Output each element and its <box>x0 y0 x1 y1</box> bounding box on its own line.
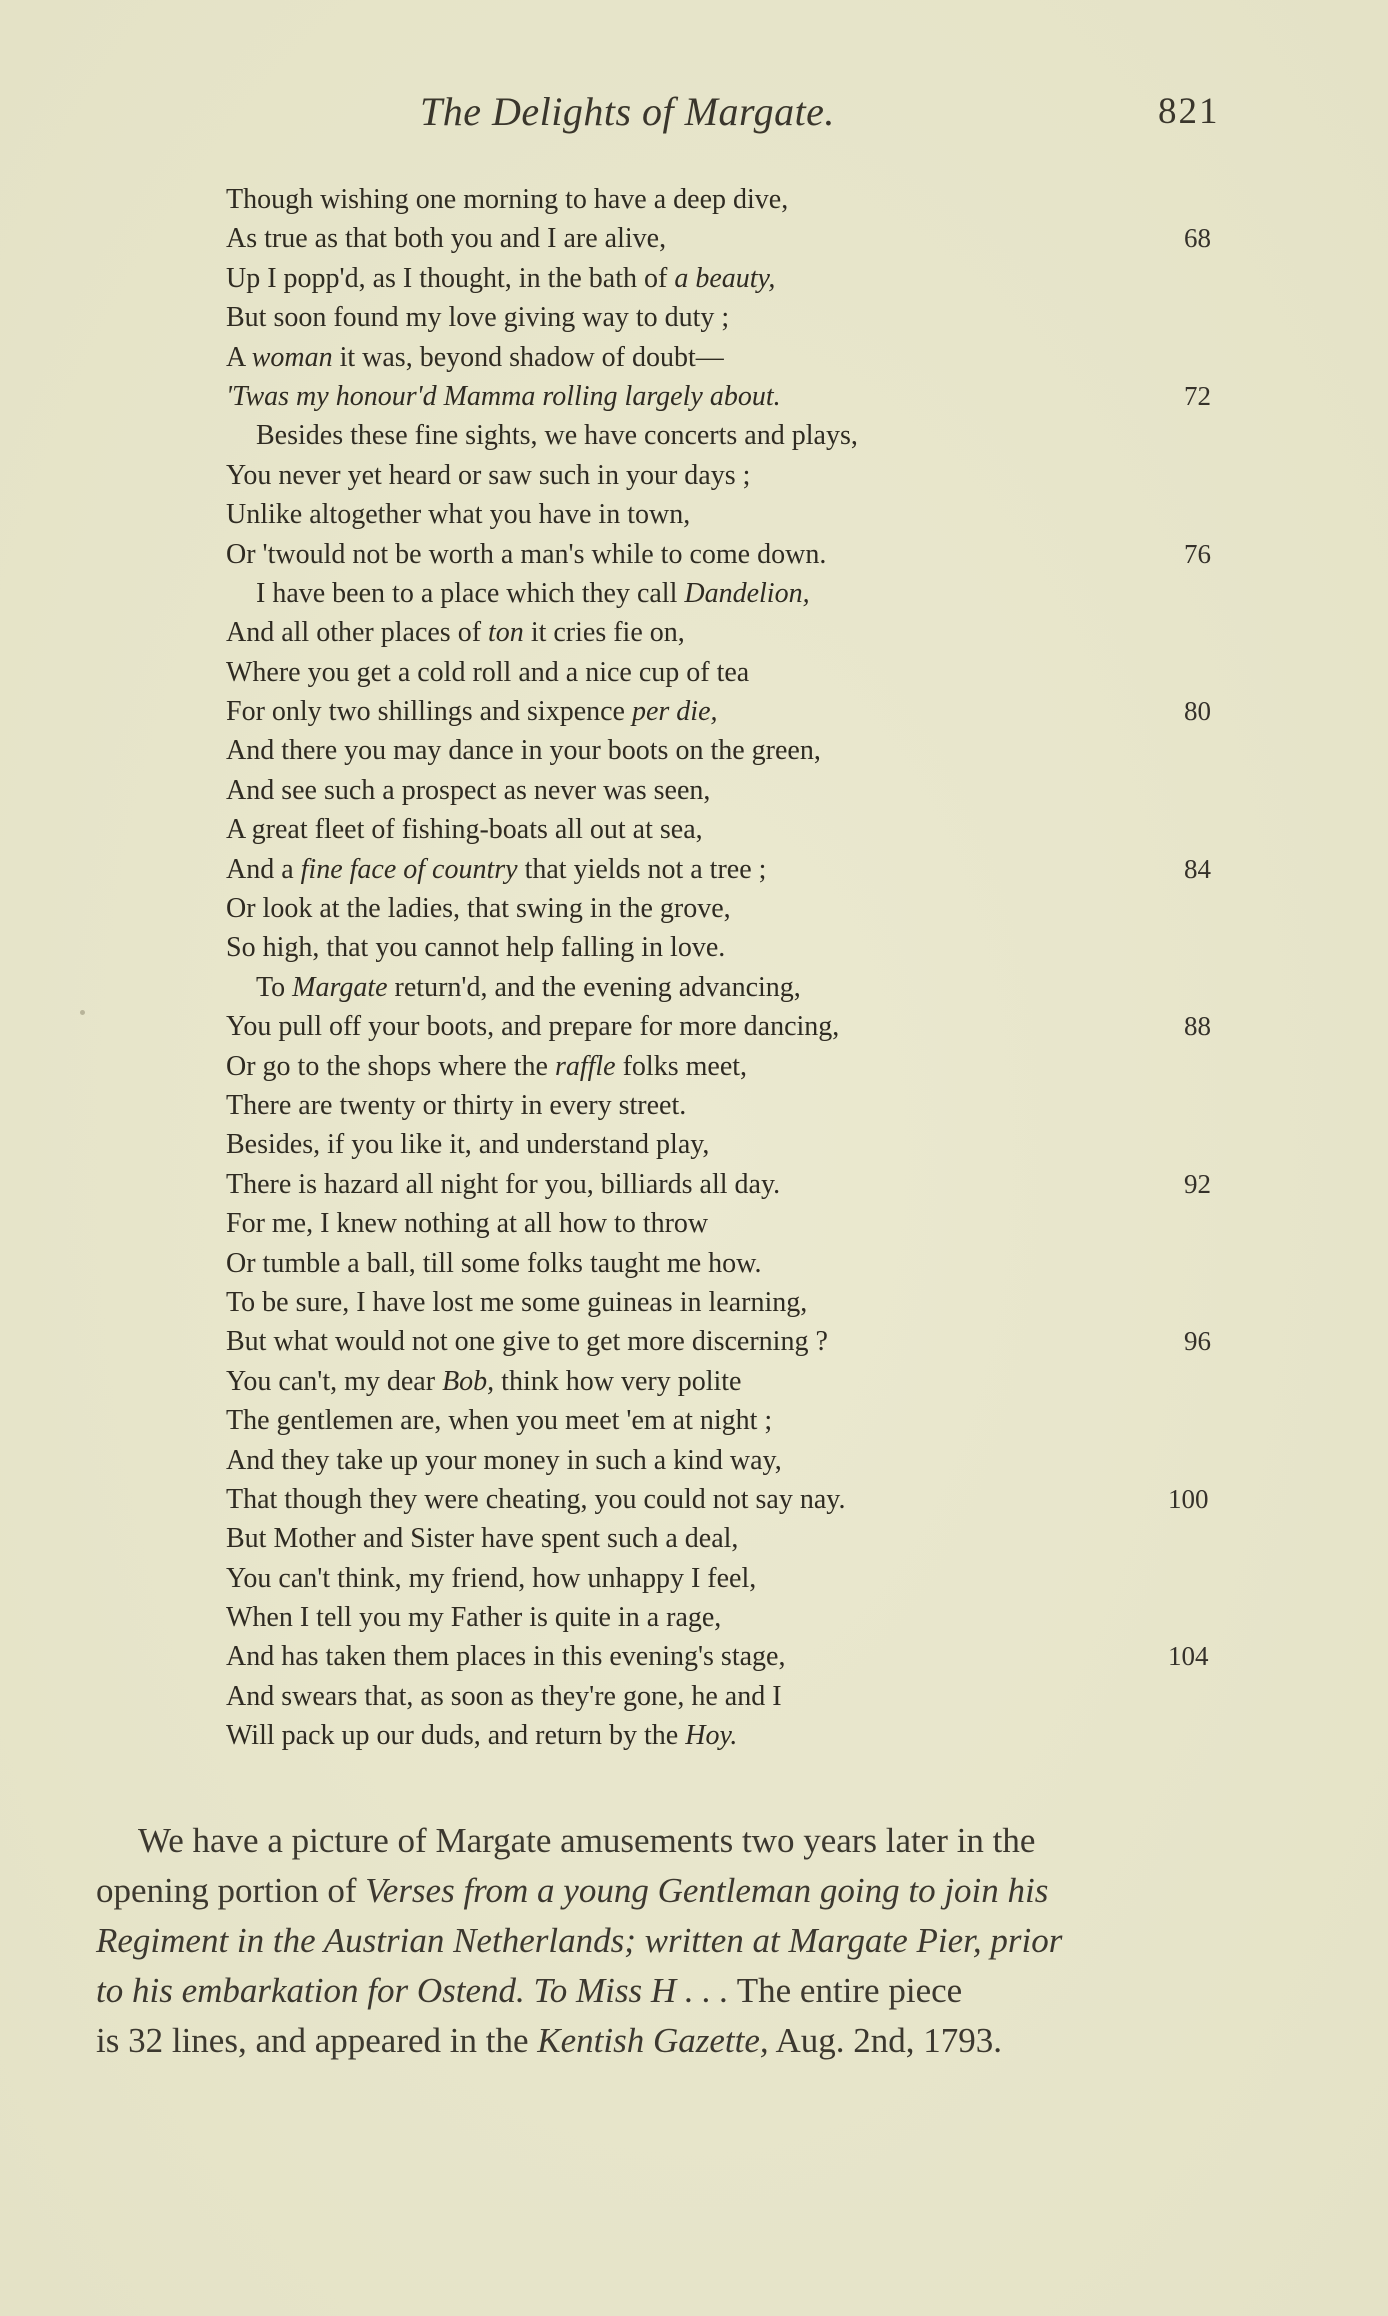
italic-phrase: fine face of country <box>300 853 518 885</box>
poem-line <box>0 180 1388 219</box>
poem-line <box>0 1441 1388 1480</box>
italic-title: Verses from a young Gentleman going to join his <box>365 1871 1049 1910</box>
poem-line <box>0 1007 1388 1046</box>
text-run: You never yet heard or saw such in your days ; <box>226 459 751 491</box>
text-run: And has taken them places in this evening's stage, <box>226 1641 786 1673</box>
poem-line <box>0 1283 1388 1322</box>
commentary-line <box>96 1866 1226 1916</box>
line-number: 104 <box>1168 1641 1209 1672</box>
poem-line <box>0 1125 1388 1164</box>
text-run: think how very polite <box>494 1365 742 1397</box>
poem-line <box>0 1244 1388 1283</box>
poem-line <box>0 1204 1388 1243</box>
text-run: Or 'twould not be worth a man's while to come down. <box>226 538 827 570</box>
commentary-line <box>96 1966 1226 2016</box>
text-run: The entire piece <box>728 1971 963 2010</box>
italic-title: to his embarkation for Ostend. To Miss H . . . <box>96 1971 729 2010</box>
poem-line-text <box>226 1598 721 1637</box>
text-run: A <box>226 341 252 373</box>
text-run: Up I popp'd, as I thought, in the bath of <box>226 262 675 294</box>
poem-line <box>0 692 1388 731</box>
poem-line <box>0 1559 1388 1598</box>
text-run: is 32 lines, and appeared in the <box>96 2021 538 2060</box>
text-run: it was, beyond shadow of doubt— <box>332 341 724 373</box>
line-number: 96 <box>1184 1326 1211 1357</box>
poem-line <box>0 1677 1388 1716</box>
text-run: But what would not one give to get more discerning ? <box>226 1326 828 1358</box>
text-run: When I tell you my Father is quite in a rage, <box>226 1602 722 1634</box>
poem-line <box>0 968 1388 1007</box>
poem-line <box>0 1716 1388 1755</box>
text-run: But Mother and Sister have spent such a deal, <box>226 1523 739 1555</box>
line-number: 84 <box>1184 853 1211 884</box>
running-title: The Delights of Margate. <box>420 89 835 134</box>
poem-line-text <box>226 653 749 692</box>
commentary-line <box>96 2016 1226 2066</box>
text-run: And see such a prospect as never was seen, <box>226 774 711 806</box>
text-run: folks meet, <box>615 1050 748 1082</box>
line-number: 72 <box>1184 380 1211 411</box>
poem-line-text <box>226 1559 756 1598</box>
poem-line-text <box>226 1716 737 1755</box>
poem-line-text <box>226 1519 738 1558</box>
poem-line-text <box>226 1441 782 1480</box>
text-run: But soon found my love giving way to duty ; <box>226 302 730 334</box>
text-run: That though they were cheating, you could not say nay. <box>226 1483 846 1515</box>
running-head <box>0 88 1388 138</box>
text-run: And they take up your money in such a kind way, <box>226 1444 782 1476</box>
poem-line <box>0 1047 1388 1086</box>
poem-line-text <box>226 298 729 337</box>
poem-line-text <box>226 535 826 574</box>
text-run: it cries fie on, <box>523 617 685 649</box>
poem-line-text <box>226 928 725 967</box>
italic-title: Kentish Gazette, <box>537 2021 769 2060</box>
poem-line-text <box>226 1322 828 1361</box>
text-run: Will pack up our duds, and return by the <box>226 1720 686 1752</box>
text-run: Or go to the shops where the <box>226 1050 555 1082</box>
poem-line <box>0 731 1388 770</box>
text-run: As true as that both you and I are alive, <box>226 223 667 255</box>
poem-line-text <box>226 1480 845 1519</box>
italic-phrase: a beauty, <box>674 262 776 294</box>
text-run: And there you may dance in your boots on the green, <box>226 735 821 767</box>
poem-line-text <box>226 1125 709 1164</box>
page-number: 821 <box>1158 91 1220 132</box>
text-run: There is hazard all night for you, billiards all day. <box>226 1168 781 1200</box>
text-run: I have been to a place which they call <box>256 577 685 609</box>
text-run: We have a picture of Margate amusements two years later in the <box>138 1821 1036 1860</box>
poem-line-text <box>226 889 731 928</box>
poem-line-text <box>226 338 724 377</box>
text-run: You can't think, my friend, how unhappy I feel, <box>226 1562 757 1594</box>
italic-phrase: Dandelion, <box>684 577 810 609</box>
poem-line-text <box>226 1047 747 1086</box>
text-run: Where you get a cold roll and a nice cup of tea <box>226 656 750 688</box>
poem-line-text <box>226 731 821 770</box>
italic-phrase: 'Twas my honour'd Mamma rolling largely about. <box>226 380 781 412</box>
poem-line-text <box>226 495 690 534</box>
line-number: 92 <box>1184 1168 1211 1199</box>
poem-line <box>0 1480 1388 1519</box>
poem-line <box>0 850 1388 889</box>
poem-line-text <box>226 771 710 810</box>
poem-line <box>0 416 1388 455</box>
poem-line <box>0 1362 1388 1401</box>
italic-phrase: raffle <box>554 1050 616 1082</box>
poem-line-text <box>226 456 750 495</box>
text-run: return'd, and the evening advancing, <box>387 971 801 1003</box>
poem-line <box>0 889 1388 928</box>
text-run: You pull off your boots, and prepare for more dancing, <box>226 1011 840 1043</box>
poem-line-text <box>226 1677 782 1716</box>
line-number: 68 <box>1184 223 1211 254</box>
poem-line <box>0 1598 1388 1637</box>
poem-line-text <box>226 377 781 416</box>
text-run: opening portion of <box>96 1871 366 1910</box>
text-run: A great fleet of fishing-boats all out at sea, <box>226 814 703 846</box>
text-run: So high, that you cannot help falling in love. <box>226 932 726 964</box>
line-number: 100 <box>1168 1483 1209 1514</box>
poem-line <box>0 574 1388 613</box>
poem-line-text <box>256 968 801 1007</box>
poem-line <box>0 653 1388 692</box>
text-run: Besides these fine sights, we have concerts and plays, <box>256 420 858 452</box>
italic-phrase: Bob, <box>442 1365 495 1397</box>
poem-line-text <box>226 1244 762 1283</box>
line-number: 80 <box>1184 696 1211 727</box>
poem-line-text <box>226 1401 772 1440</box>
poem-line-text <box>226 1637 785 1676</box>
text-run: And all other places of <box>226 617 489 649</box>
poem-line <box>0 495 1388 534</box>
poem-line <box>0 810 1388 849</box>
text-run: To be sure, I have lost me some guineas in learning, <box>226 1286 808 1318</box>
poem-line <box>0 219 1388 258</box>
text-run: For me, I knew nothing at all how to throw <box>226 1208 709 1240</box>
poem-line-text <box>226 219 666 258</box>
poem-line <box>0 928 1388 967</box>
poem-line-text <box>226 1086 686 1125</box>
poem-line <box>0 771 1388 810</box>
poem-line-text <box>226 1165 780 1204</box>
italic-phrase: woman <box>251 341 333 373</box>
commentary-line <box>96 1816 1226 1866</box>
poem-line-text <box>226 850 766 889</box>
line-number: 88 <box>1184 1011 1211 1042</box>
poem-line-text <box>226 1007 839 1046</box>
poem-line <box>0 298 1388 337</box>
poem-line <box>0 1165 1388 1204</box>
text-run: You can't, my dear <box>226 1365 443 1397</box>
poem-line-text <box>226 180 788 219</box>
text-run: Or tumble a ball, till some folks taught me how. <box>226 1247 762 1279</box>
poem-line-text <box>226 1362 741 1401</box>
text-run: And a <box>226 853 301 885</box>
italic-title: Regiment in the Austrian Netherlands; written at Margate Pier, prior <box>96 1921 1063 1960</box>
poem-line <box>0 1322 1388 1361</box>
text-run: The gentlemen are, when you meet 'em at night ; <box>226 1405 773 1437</box>
poem-line <box>0 1401 1388 1440</box>
italic-phrase: Margate <box>292 971 388 1003</box>
text-run: Or look at the ladies, that swing in the grove, <box>226 893 731 925</box>
poem-line <box>0 1637 1388 1676</box>
poem-block <box>0 180 1388 1756</box>
poem-line <box>0 338 1388 377</box>
text-run: And swears that, as soon as they're gone, he and I <box>226 1680 782 1712</box>
poem-line <box>0 456 1388 495</box>
poem-line-text <box>226 810 703 849</box>
poem-line <box>0 1519 1388 1558</box>
text-run: that yields not a tree ; <box>517 853 767 885</box>
text-run: To <box>256 971 293 1003</box>
text-run: Besides, if you like it, and understand play, <box>226 1129 710 1161</box>
poem-line <box>0 377 1388 416</box>
italic-phrase: per die, <box>631 696 718 728</box>
italic-phrase: ton <box>488 617 524 649</box>
line-number: 76 <box>1184 538 1211 569</box>
text-run: There are twenty or thirty in every street. <box>226 1089 687 1121</box>
poem-line <box>0 613 1388 652</box>
text-run: Unlike altogether what you have in town, <box>226 499 691 531</box>
text-run: Aug. 2nd, 1793. <box>768 2021 1002 2060</box>
poem-line <box>0 535 1388 574</box>
text-run: For only two shillings and sixpence <box>226 696 632 728</box>
poem-line-text <box>256 416 858 455</box>
poem-line-text <box>226 1283 807 1322</box>
poem-line <box>0 259 1388 298</box>
text-run: Though wishing one morning to have a deep dive, <box>226 184 789 215</box>
poem-line-text <box>226 692 718 731</box>
commentary-line <box>96 1916 1226 1966</box>
poem-line-text <box>256 574 810 613</box>
poem-line-text <box>226 1204 708 1243</box>
italic-phrase: Hoy. <box>685 1720 738 1752</box>
poem-line-text <box>226 613 685 652</box>
poem-line <box>0 1086 1388 1125</box>
poem-line-text <box>226 259 775 298</box>
commentary-paragraph <box>96 1816 1226 2066</box>
